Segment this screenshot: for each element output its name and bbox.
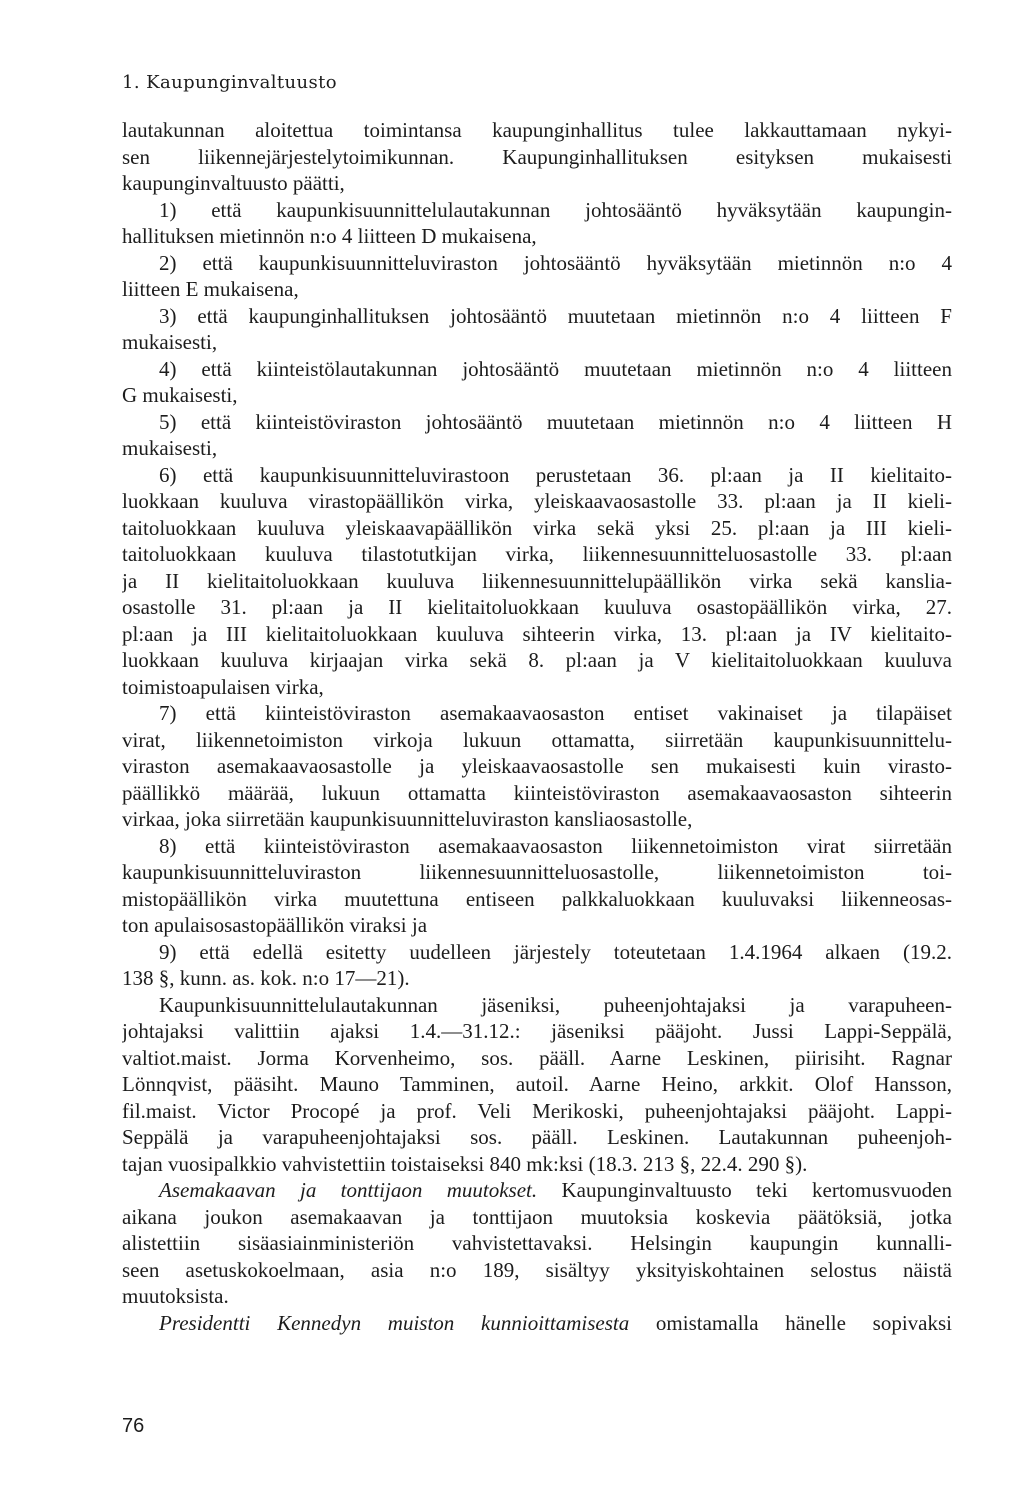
line-text: Kaupunginvaltuusto teki kertomusvuoden [537, 1178, 952, 1202]
paragraph-line-with-heading [122, 1177, 952, 1204]
text-line [122, 1230, 952, 1257]
text-line [122, 303, 952, 330]
paragraph-line-with-heading [122, 1310, 952, 1337]
text-line [122, 833, 952, 860]
text-line [122, 462, 952, 489]
text-line [122, 594, 952, 621]
line-text: 7) että kiinteistöviraston asemakaavaosaston entiset vakinaiset ja tilapäiset [159, 701, 952, 725]
text-line [122, 117, 952, 144]
text-line [122, 568, 952, 595]
line-text: lautakunnan aloitettua toimintansa kaupunginhallitus tulee lakkauttamaan nykyi- [122, 118, 952, 142]
text-line [122, 250, 952, 277]
line-text: hallituksen mietinnön n:o 4 liitteen D mukaisena, [122, 224, 537, 248]
line-text: pl:aan ja III kielitaitoluokkaan kuuluva sihteerin virka, 13. pl:aan ja IV kielitaito- [122, 621, 952, 646]
line-text: toimistoapulaisen virka, [122, 674, 324, 699]
line-text: Lönnqvist, pääsiht. Mauno Tamminen, autoil. Aarne Heino, arkkit. Olof Hansson, [122, 1072, 952, 1096]
line-text: mukaisesti, [122, 330, 218, 354]
text-line [122, 992, 952, 1019]
line-text: taitoluokkaan kuuluva yleiskaavapäällikön virka sekä yksi 25. pl:aan ja III kieli- [122, 515, 952, 540]
line-text: sen liikennejärjestelytoimikunnan. Kaupunginhallituksen esityksen mukaisesti [122, 144, 952, 169]
line-text: fil.maist. Victor Procopé ja prof. Veli Merikoski, puheenjohtajaksi pääjoht. Lappi- [122, 1098, 952, 1123]
line-text: aikana joukon asemakaavan ja tonttijaon muutoksia koskevia päätöksiä, jotka [122, 1204, 952, 1229]
line-text: 9) että edellä esitetty uudelleen järjestely toteutetaan 1.4.1964 alkaen (19.2. [159, 939, 952, 964]
line-text: virat, liikennetoimiston virkoja lukuun ottamatta, siirretään kaupunkisuunnittelu- [122, 727, 952, 752]
text-line [122, 1098, 952, 1125]
text-line [122, 409, 952, 436]
text-line [122, 912, 952, 939]
text-line [122, 329, 952, 356]
text-line [122, 1124, 952, 1151]
line-text: seen asetuskokoelmaan, asia n:o 189, sisältyy yksityiskohtainen selostus näistä [122, 1257, 952, 1282]
text-line [122, 647, 952, 674]
line-text: alistettiin sisäasiainministeriön vahvistettavaksi. Helsingin kaupungin kunnalli- [122, 1231, 952, 1255]
text-line [122, 144, 952, 171]
line-text: 1) että kaupunkisuunnittelulautakunnan johtosääntö hyväksytään kaupungin- [159, 197, 952, 222]
text-line [122, 1257, 952, 1284]
text-line [122, 621, 952, 648]
line-text: 8) että kiinteistöviraston asemakaavaosaston liikennetoimiston virat siirretään [159, 833, 952, 858]
line-text: valtiot.maist. Jorma Korvenheimo, sos. pääll. Aarne Leskinen, piirisiht. Ragnar [122, 1045, 952, 1070]
text-line [122, 806, 952, 833]
text-line [122, 886, 952, 913]
line-text: viraston asemakaavaosastolle ja yleiskaavaosastolle sen mukaisesti kuin virasto- [122, 754, 952, 778]
line-text: liitteen E mukaisena, [122, 277, 299, 301]
body-text [122, 117, 952, 1336]
text-line [122, 939, 952, 966]
text-line [122, 488, 952, 515]
line-text: 3) että kaupunginhallituksen johtosääntö muutetaan mietinnön n:o 4 liitteen F [159, 303, 952, 328]
text-line [122, 1204, 952, 1231]
line-text: osastolle 31. pl:aan ja II kielitaitoluokkaan kuuluva osastopäällikön virka, 27. [122, 595, 952, 619]
line-text: 4) että kiinteistölautakunnan johtosääntö muutetaan mietinnön n:o 4 liitteen [159, 356, 952, 381]
line-text: 138 §, kunn. as. kok. n:o 17—21). [122, 966, 410, 990]
text-line [122, 965, 952, 992]
line-text: ton apulaisosastopäällikön viraksi ja [122, 913, 428, 937]
line-text: tajan vuosipalkkio vahvistettiin toistaiseksi 840 mk:ksi (18.3. 213 §, 22.4. 290 §). [122, 1151, 808, 1176]
line-text: päällikkö määrää, lukuun ottamatta kiinteistöviraston asemakaavaosaston sihteerin [122, 780, 952, 805]
text-line [122, 753, 952, 780]
line-text: G mukaisesti, [122, 383, 238, 407]
text-line [122, 780, 952, 807]
line-text: taitoluokkaan kuuluva tilastotutkijan virka, liikennesuunnitteluosastolle 33. pl:aan [122, 542, 952, 566]
text-line [122, 1283, 952, 1310]
line-text: luokkaan kuuluva kirjaajan virka sekä 8. pl:aan ja V kielitaitoluokkaan kuuluva [122, 648, 952, 672]
line-text: ja II kielitaitoluokkaan kuuluva liikennesuunnittelupäällikön virka sekä kanslia- [122, 568, 952, 593]
line-text: muutoksista. [122, 1284, 229, 1308]
line-text: johtajaksi valittiin ajaksi 1.4.—31.12.: jäseniksi pääjoht. Jussi Lappi-Seppälä, [122, 1019, 952, 1043]
line-text: luokkaan kuuluva virastopäällikön virka, yleiskaavaosastolle 33. pl:aan ja II kieli- [122, 489, 952, 513]
line-text: 5) että kiinteistöviraston johtosääntö muutetaan mietinnön n:o 4 liitteen H [159, 409, 952, 434]
text-line [122, 197, 952, 224]
text-line [122, 356, 952, 383]
italic-run-in-heading: Presidentti Kennedyn muiston kunnioittamisesta [159, 1310, 630, 1335]
text-line [122, 435, 952, 462]
italic-run-in-heading: Asemakaavan ja tonttijaon muutokset. [159, 1178, 538, 1202]
line-text: virkaa, joka siirretään kaupunkisuunnitteluviraston kansliaosastolle, [122, 807, 693, 831]
text-line [122, 859, 952, 886]
text-line [122, 1151, 952, 1178]
text-line [122, 1045, 952, 1072]
text-line [122, 170, 952, 197]
line-text: 6) että kaupunkisuunnitteluvirastoon perustetaan 36. pl:aan ja II kielitaito- [159, 462, 952, 487]
line-text: 2) että kaupunkisuunnitteluviraston johtosääntö hyväksytään mietinnön n:o 4 [159, 250, 952, 275]
text-line [122, 1071, 952, 1098]
text-line [122, 700, 952, 727]
line-text: Seppälä ja varapuheenjohtajaksi sos. pääll. Leskinen. Lautakunnan puheenjoh- [122, 1125, 952, 1149]
page-number: 76 [122, 1415, 145, 1437]
line-text: kaupunkisuunnitteluviraston liikennesuunnitteluosastolle, liikennetoimiston toi- [122, 860, 952, 884]
line-text: mistopäällikön virka muutettuna entiseen palkkaluokkaan kuuluvaksi liikenneosas- [122, 886, 952, 911]
line-text: kaupunginvaltuusto päätti, [122, 171, 345, 195]
line-text: omistamalla hänelle sopivaksi [629, 1310, 952, 1335]
text-line [122, 223, 952, 250]
text-line [122, 276, 952, 303]
text-line [122, 541, 952, 568]
text-line [122, 727, 952, 754]
line-text: Kaupunkisuunnittelulautakunnan jäseniksi, puheenjohtajaksi ja varapuheen- [159, 992, 952, 1017]
line-text: mukaisesti, [122, 436, 218, 460]
text-line [122, 674, 952, 701]
text-line [122, 1018, 952, 1045]
text-line [122, 382, 952, 409]
text-line [122, 515, 952, 542]
running-header: 1. Kaupunginvaltuusto [122, 72, 338, 93]
